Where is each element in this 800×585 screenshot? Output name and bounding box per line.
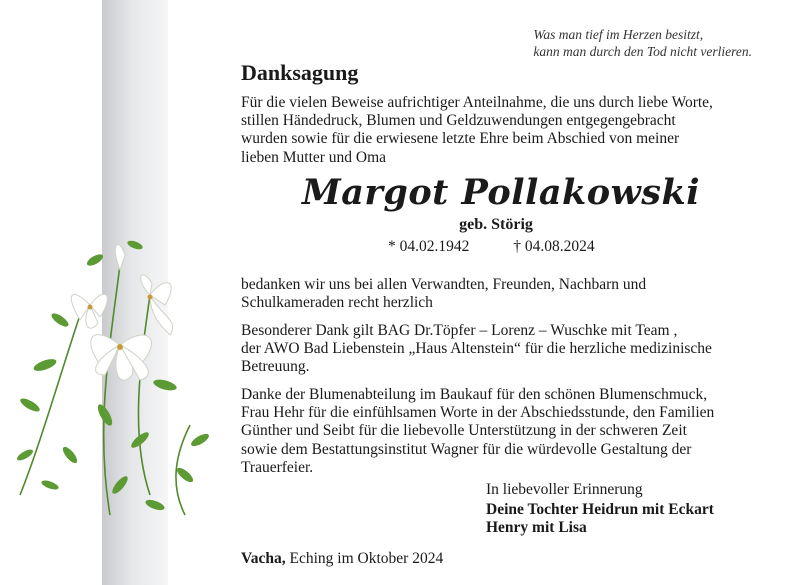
maiden-name: geb. Störig xyxy=(459,216,533,233)
thanks-line: der AWO Bad Liebenstein „Haus Altenstein“ für die herzliche medizinische xyxy=(241,340,712,358)
thanks-line: sowie dem Bestattungsinstitut Wagner für die würdevolle Gestaltung der xyxy=(241,440,692,458)
motto-quote xyxy=(533,26,752,60)
signature-line-1: Deine Tochter Heidrun mit Eckart xyxy=(486,501,714,518)
life-dates xyxy=(388,238,595,256)
thanks-general-paragraph xyxy=(241,276,761,312)
thanks-line: Günther und Seibt für die liebevolle Unterstützung in der schweren Zeit xyxy=(241,422,687,440)
page-title: Danksagung xyxy=(241,60,359,85)
thanks-line: Trauerfeier. xyxy=(241,458,314,476)
lily-bouquet-icon xyxy=(0,225,230,525)
intro-line: Für die vielen Beweise aufrichtiger Anteilnahme, die uns durch liebe Worte, xyxy=(241,94,713,111)
deceased-name: Margot Pollakowski xyxy=(302,172,700,213)
motto-line-1: Was man tief im Herzen besitzt, xyxy=(533,27,704,42)
thanks-line: Danke der Blumenabteilung im Baukauf für den schönen Blumenschmuck, xyxy=(241,386,708,403)
thanks-line: Besonderer Dank gilt BAG Dr.Töpfer – Lorenz – Wuschke mit Team , xyxy=(241,322,678,339)
intro-line: wurden sowie für die erwiesene letzte Ehre beim Abschied von meiner xyxy=(241,130,680,148)
signature-intro: In liebevoller Erinnerung xyxy=(486,481,643,498)
place-rest: Eching im Oktober 2024 xyxy=(285,550,444,567)
thanks-line: bedanken wir uns bei allen Verwandten, Freunden, Nachbarn und xyxy=(241,276,647,293)
intro-line: stillen Händedruck, Blumen und Geldzuwendungen entgegengebracht xyxy=(241,112,676,130)
birth-date: * 04.02.1942 xyxy=(388,238,470,255)
motto-line-2: kann man durch den Tod nicht verlieren. xyxy=(533,44,752,59)
thanks-line: Frau Hehr für die einfühlsamen Worte in der Abschiedsstunde, den Familien xyxy=(241,404,715,422)
place-city: Vacha, xyxy=(241,550,286,567)
intro-paragraph xyxy=(241,94,761,167)
thanks-more-paragraph xyxy=(241,386,761,477)
death-date: † 04.08.2024 xyxy=(513,238,595,255)
place-and-date xyxy=(241,550,443,568)
thanks-line: Schulkameraden recht herzlich xyxy=(241,294,433,312)
signature-line-2: Henry mit Lisa xyxy=(486,519,587,536)
intro-line: lieben Mutter und Oma xyxy=(241,148,387,166)
thanks-special-paragraph xyxy=(241,322,761,377)
signature-names xyxy=(486,501,714,537)
thanks-line: Betreuung. xyxy=(241,358,310,376)
